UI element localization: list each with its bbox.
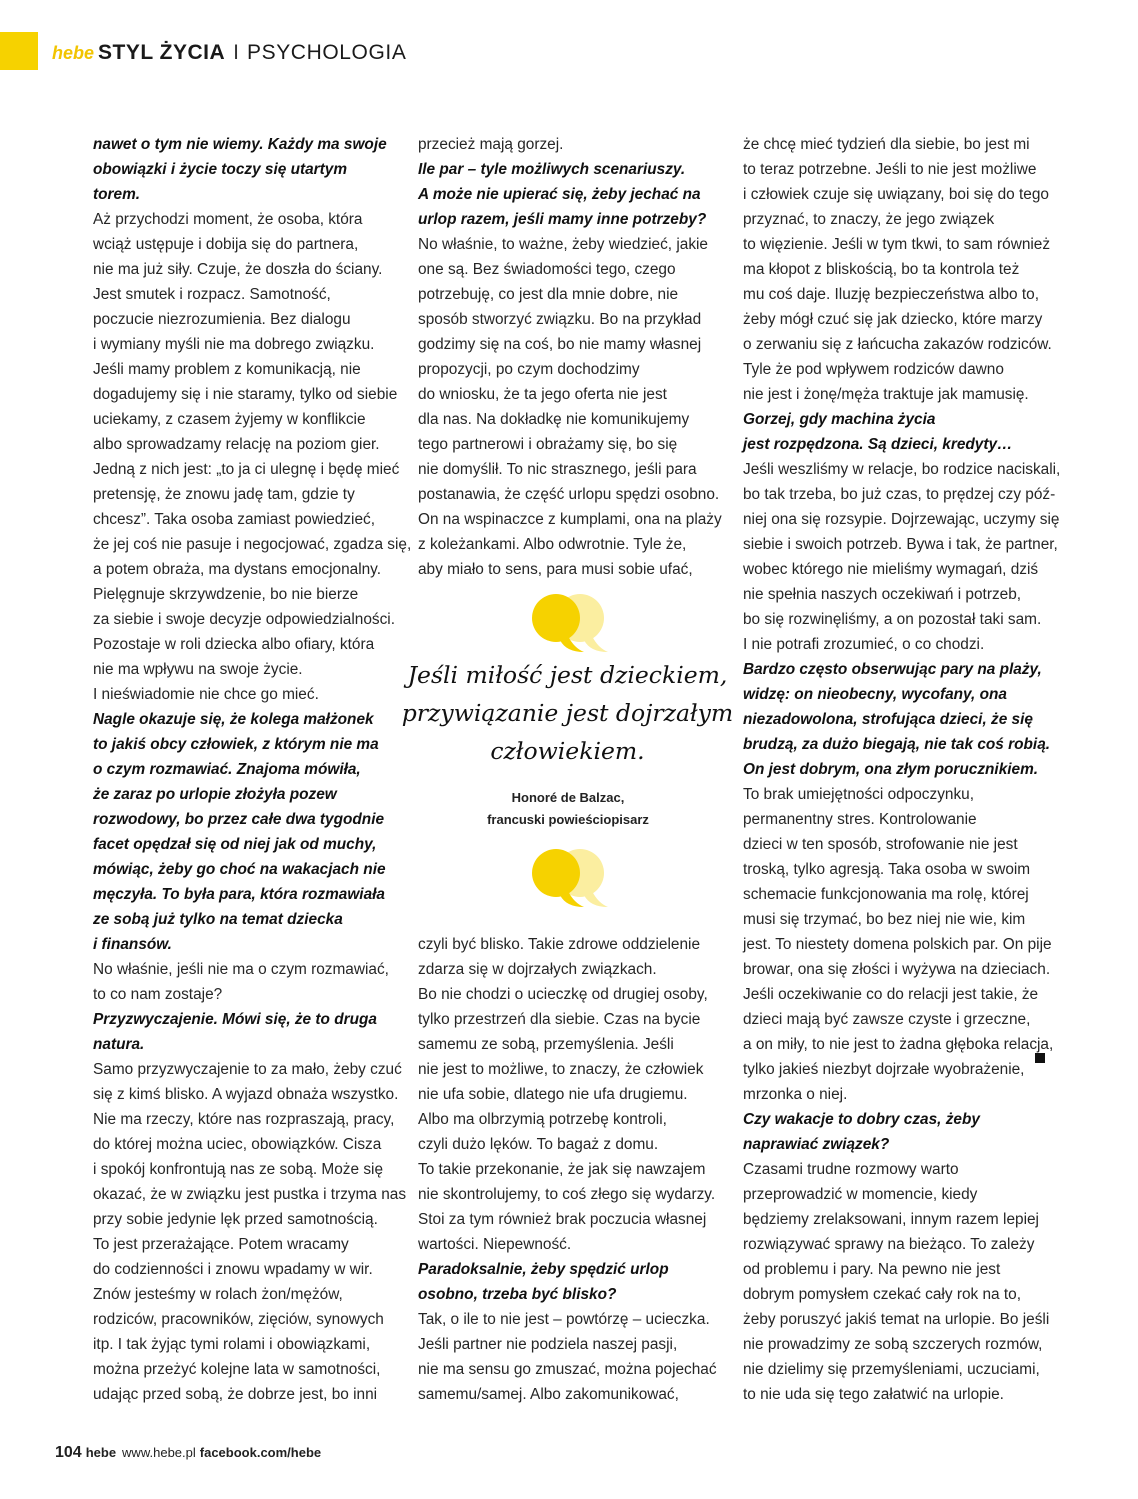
text-line: chcesz”. Taka osoba zamiast powiedzieć, [93,511,376,528]
section-color-tab [0,32,38,70]
question-line: jest rozpędzona. Są dzieci, kredyty… [743,436,1013,453]
quote-author: Honoré de Balzac, [511,790,625,805]
text-line: i wymiany myśli nie ma dobrego związku. [93,336,375,353]
text-line: nie prowadzimy ze sobą szczerych rozmów, [743,1336,1043,1353]
text-line: Znów jesteśmy w rolach żon/mężów, [93,1286,343,1303]
text-line: wartości. Niepewność. [418,1236,572,1253]
text-line: niej ona się rozsypie. Dojrzewając, uczymy się [743,511,1060,528]
text-line: tylko przestrzeń dla siebie. Czas na bycie [418,1011,701,1028]
quotation-mark-icon [528,847,612,909]
question-line: brudzą, za dużo biegają, nie tak coś robią. [743,736,1051,753]
header-brand: hebe [52,43,95,63]
header-subsection: PSYCHOLOGIA [246,41,407,64]
text-line: od problemu i pary. Na pewno nie jest [743,1261,1001,1278]
page-number: 104 [55,1444,82,1461]
question-line: Czy wakacje to dobry czas, żeby [743,1111,980,1128]
question-line: o czym rozmawiać. Znajoma mówiła, [93,761,361,778]
text-line: i człowiek czuje się uwiązany, boi się do tego [743,186,1049,203]
article-end-mark [1035,1053,1045,1063]
text-line: albo sprowadzamy relację na poziom gier. [93,436,380,453]
text-line: żeby mógł czuć się jak dziecko, które marzy [743,311,1043,328]
quote-attribution [418,787,718,831]
question-line: Nagle okazuje się, że kolega małżonek [93,711,374,728]
text-line: browar, ona się złości i wyżywa na dzieciach. [743,961,1051,978]
question-line: i finansów. [93,936,172,953]
text-line: To jest przerażające. Potem wracamy [93,1236,349,1253]
question-line: męczyła. To była para, która rozmawiała [93,886,385,903]
text-line: schemacie funkcjonowania ma rolę, której [743,886,1029,903]
text-line: to teraz potrzebne. Jeśli to nie jest możliwe [743,161,1037,178]
text-line: Jeśli mamy problem z komunikacją, nie [93,361,361,378]
pull-quote-line: człowiekiem. [490,737,645,765]
question-line: On jest dobrym, ona złym porucznikiem. [743,761,1039,778]
text-line: będziemy zrelaksowani, innym razem lepiej [743,1211,1039,1228]
text-line: żeby poruszyć jakiś temat na urlopie. Bo jeśli [743,1311,1050,1328]
question-line: widzę: on nieobecny, wycofany, ona [743,686,1007,703]
text-line: I nie potrafi zrozumieć, o co chodzi. [743,636,985,653]
text-line: nie ma już siły. Czuje, że doszła do ściany. [93,261,383,278]
text-line: nie jest to możliwe, to znaczy, że człowiek [418,1061,704,1078]
question-line: osobno, trzeba być blisko? [418,1286,617,1303]
question-line: ze sobą już tylko na temat dziecka [93,911,343,928]
text-line: przy sobie jedynie lęk przed samotnością. [93,1211,378,1228]
text-line: To takie przekonanie, że jak się nawzajem [418,1161,706,1178]
text-line: przyznać, to znaczy, że jego związek [743,211,995,228]
text-line: one są. Bez świadomości tego, czego [418,261,676,278]
text-line: Czasami trudne rozmowy warto [743,1161,959,1178]
article-column-2-bottom [418,932,718,1407]
text-line: Bo nie chodzi o ucieczkę od drugiej osoby, [418,986,708,1003]
text-line: Jedną z nich jest: „to ja ci ulegnę i będę mieć [93,461,400,478]
text-line: mrzonka o niej. [743,1086,848,1103]
text-line: No właśnie, jeśli nie ma o czym rozmawiać, [93,961,389,978]
text-line: postanawia, że część urlopu spędzi osobno. [418,486,720,503]
text-line: pretensję, że znowu jadę tam, gdzie ty [93,486,355,503]
text-line: to co nam zostaje? [93,986,223,1003]
text-line: a on miły, to nie jest to żadna głęboka relacja, [743,1036,1054,1053]
text-line: sposób stworzyć związku. Bo na przykład [418,311,702,328]
text-line: Aż przychodzi moment, że osoba, która [93,211,363,228]
question-line: naprawiać związek? [743,1136,890,1153]
question-line: rozwodowy, bo przez całe dwa tygodnie [93,811,385,828]
question-line: Przyzwyczajenie. Mówi się, że to druga [93,1011,377,1028]
text-line: że jej coś nie pasuje i negocjować, zgadza się, [93,536,412,553]
text-line: z koleżankami. Albo odwrotnie. Tyle że, [418,536,687,553]
text-line: godzimy się na coś, bo nie mamy własnej [418,336,702,353]
text-line: tylko jakieś niezbyt dojrzałe wyobrażenie, [743,1061,1025,1078]
text-line: I nieświadomie nie chce go mieć. [93,686,319,703]
text-line: samemu/samej. Albo zakomunikować, [418,1386,679,1403]
text-line: Jeśli weszliśmy w relacje, bo rodzice naciskali, [743,461,1061,478]
pull-quote-line: Jeśli miłość jest dzieckiem, [407,661,728,689]
question-line: mówiąc, żeby go choć na wakacjach nie [93,861,386,878]
text-line: Nie ma rzeczy, które nas rozpraszają, pracy, [93,1111,395,1128]
article-column-3 [743,132,1063,1407]
text-line: To brak umiejętności odpoczynku, [743,786,974,803]
text-line: rozwiązywać sprawy na bieżąco. To zależy [743,1236,1035,1253]
text-line: dobrym pomysłem czekać cały rok na to, [743,1286,1021,1303]
text-line: do wniosku, że ta jego oferta nie jest [418,386,667,403]
text-line: można przeżyć kolejne lata w samotności, [93,1361,381,1378]
text-line: No właśnie, to ważne, żeby wiedzieć, jakie [418,236,708,253]
question-line: torem. [93,186,141,203]
question-line: Gorzej, gdy machina życia [743,411,936,428]
text-line: przeprowadzić w momencie, kiedy [743,1186,978,1203]
text-line: mu coś daje. Iluzję bezpieczeństwa albo to, [743,286,1040,303]
article-column-1 [93,132,412,1407]
text-line: to więzienie. Jeśli w tym tkwi, to sam również [743,236,1051,253]
question-line: nawet o tym nie wiemy. Każdy ma swoje [93,136,387,153]
text-line: tego partnerowi i obrażamy się, bo się [418,436,678,453]
text-line: nie dzielimy się przemyśleniami, uczuciami, [743,1361,1040,1378]
text-line: samemu ze sobą, przemyślenia. Jeśli [418,1036,674,1053]
question-line: urlop razem, jeśli mamy inne potrzeby? [418,211,707,228]
text-line: siebie i swoich potrzeb. Bywa i tak, że partner, [743,536,1058,553]
text-line: Jest smutek i rozpacz. Samotność, [93,286,331,303]
text-line: uciekamy, z czasem żyjemy w konflikcie [93,411,366,428]
text-line: On na wspinaczce z kumplami, ona na plaży [418,511,722,528]
question-line: niezadowolona, strofująca dzieci, że się [743,711,1033,728]
text-line: nie domyślił. To nic strasznego, jeśli para [418,461,697,478]
text-line: że chcę mieć tydzień dla siebie, bo jest mi [743,136,1030,153]
text-line: potrzebuję, co jest dla mnie dobre, nie [418,286,679,303]
text-line: nie ufa sobie, dlatego nie ufa drugiemu. [418,1086,688,1103]
text-line: wciąż ustępuje i dobija się do partnera, [93,236,359,253]
pull-quote [400,656,735,770]
text-line: Stoi za tym również brak poczucia własnej [418,1211,707,1228]
text-line: wobec którego nie mieliśmy wymagań, dziś [743,561,1039,578]
text-line: czyli być blisko. Takie zdrowe oddzielenie [418,936,701,953]
text-line: Samo przyzwyczajenie to za mało, żeby czuć [93,1061,402,1078]
text-line: do codzienności i znowu wpadamy w wir. [93,1261,373,1278]
page-header [52,38,406,68]
page-footer [55,1444,321,1462]
text-line: o zerwaniu się z łańcucha zakazów rodziców. [743,336,1052,353]
text-line: Jeśli oczekiwanie co do relacji jest takie, że [743,986,1039,1003]
text-line: poczucie niezrozumienia. Bez dialogu [93,311,351,328]
question-line: Paradoksalnie, żeby spędzić urlop [418,1261,669,1278]
text-line: permanentny stres. Kontrolowanie [743,811,977,828]
text-line: nie skontrolujemy, to coś złego się wydarzy. [418,1186,716,1203]
text-line: nie ma wpływu na swoje życie. [93,661,303,678]
text-line: i spokój konfrontują nas ze sobą. Może się [93,1161,384,1178]
text-line: nie spełnia naszych oczekiwań i potrzeb, [743,586,1022,603]
text-line: dzieci w ten sposób, strofowanie nie jest [743,836,1018,853]
text-line: bo się rozwinęliśmy, a on pozostał taki sam. [743,611,1042,628]
text-line: aby miało to sens, para musi sobie ufać, [418,561,693,578]
footer-brand: hebe [85,1445,117,1460]
text-line: Tyle że pod wpływem rodziców dawno [743,361,1004,378]
question-line: obowiązki i życie toczy się utartym [93,161,348,178]
text-line: rodziców, pracowników, zięciów, synowych [93,1311,384,1328]
text-line: to nie uda się tego załatwić na urlopie. [743,1386,1004,1403]
text-line: przecież mają gorzej. [418,136,564,153]
text-line: udając przed sobą, że dobrze jest, bo inni [93,1386,378,1403]
text-line: za siebie i swoje decyzje odpowiedzialności. [93,611,395,628]
header-section: STYL ŻYCIA [98,41,226,64]
text-line: troską, tylko agresją. Taka osoba w swoim [743,861,1031,878]
text-line: nie ma sensu go zmuszać, można pojechać [418,1361,717,1378]
text-line: a potem obraża, ma dystans emocjonalny. [93,561,382,578]
text-line: się z kimś blisko. A wyjazd obnaża wszystko. [93,1086,399,1103]
question-line: natura. [93,1036,145,1053]
text-line: Jeśli partner nie podziela naszej pasji, [418,1336,678,1353]
text-line: jest. To niestety domena polskich par. On pije [743,936,1052,953]
question-line: że zaraz po urlopie złożyła pozew [93,786,337,803]
article-column-2-top [418,132,722,582]
quote-author-role: francuski powieściopisarz [487,812,649,827]
question-line: to jakiś obcy człowiek, z którym nie ma [93,736,379,753]
text-line: dzieci mają być zawsze czyste i grzeczne, [743,1011,1031,1028]
text-line: propozycji, po czym dochodzimy [418,361,640,378]
text-line: Pozostaje w roli dziecka albo ofiary, która [93,636,375,653]
text-line: itp. I tak żyjąc tymi rolami i obowiązkami, [93,1336,371,1353]
question-line: Ile par – tyle możliwych scenariuszy. [418,161,686,178]
quotation-mark-icon [528,592,612,654]
question-line: Bardzo często obserwując pary na plaży, [743,661,1042,678]
text-line: Tak, o ile to nie jest – powtórzę – ucieczka. [418,1311,710,1328]
text-line: nie jest i żonę/męża traktuje jak mamusię. [743,386,1029,403]
text-line: czyli dużo lęków. To bagaż z domu. [418,1136,659,1153]
text-line: musi się trzymać, bo bez niej nie wie, kim [743,911,1026,928]
footer-facebook-link[interactable]: facebook.com/hebe [199,1445,322,1460]
text-line: dla nas. Na dokładkę nie komunikujemy [418,411,690,428]
question-line: facet opędzał się od niej jak od muchy, [93,836,377,853]
text-line: okazać, że w związku jest pustka i trzyma nas [93,1186,407,1203]
header-separator: I [233,41,239,64]
text-line: ma kłopot z bliskością, bo ta kontrola też [743,261,1020,278]
text-line: do której można uciec, obowiązków. Cisza [93,1136,382,1153]
footer-website-link[interactable]: www.hebe.pl [122,1445,196,1460]
text-line: dogadujemy się i nie staramy, tylko od siebie [93,386,398,403]
question-line: A może nie upierać się, żeby jechać na [418,186,701,203]
pull-quote-line: przywiązanie jest dojrzałym [401,699,734,727]
text-line: bo tak trzeba, bo już czas, to prędzej czy póź- [743,486,1056,503]
text-line: Pielęgnuje skrzywdzenie, bo nie bierze [93,586,359,603]
text-line: Albo ma olbrzymią potrzebę kontroli, [418,1111,667,1128]
text-line: zdarza się w dojrzałych związkach. [418,961,657,978]
